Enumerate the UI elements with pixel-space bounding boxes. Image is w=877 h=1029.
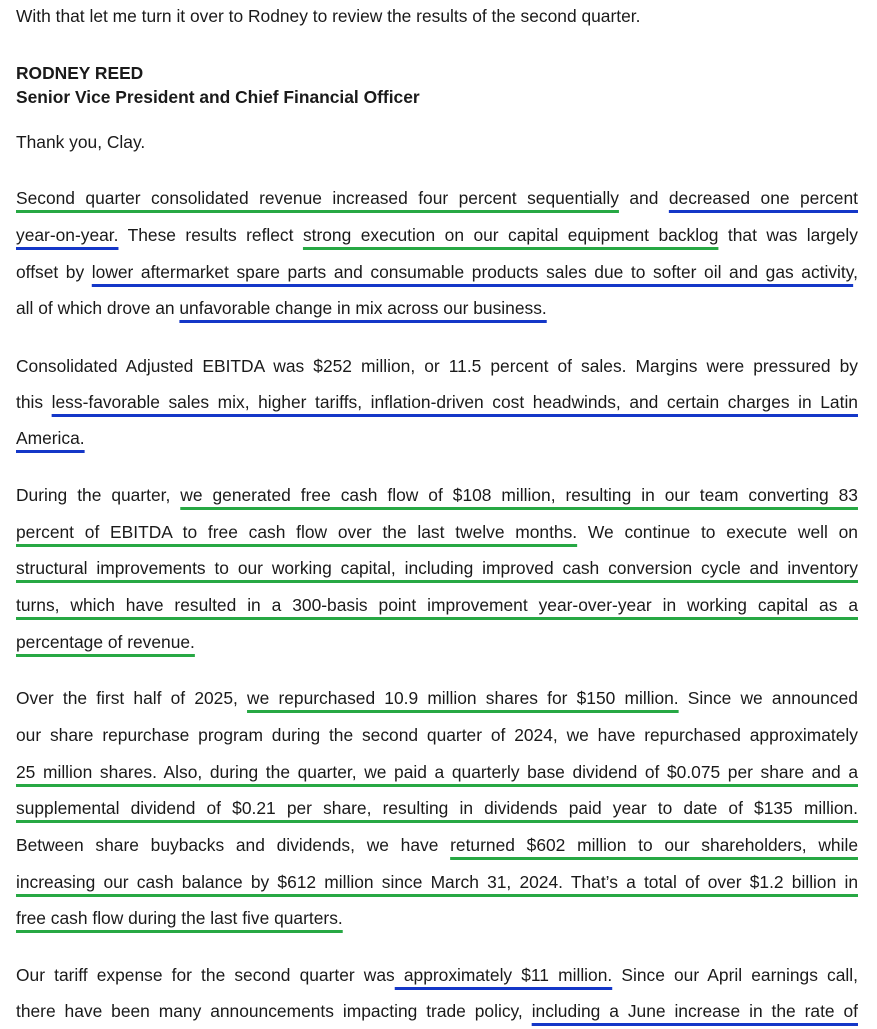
p2-line-3 <box>16 426 858 450</box>
greeting: Thank you, Clay. <box>16 132 146 152</box>
p3-line-2 <box>16 520 858 544</box>
p4-line-4 <box>16 796 858 820</box>
p3-line-4 <box>16 593 858 617</box>
speaker-name: RODNEY REED <box>16 63 144 83</box>
text-span: and <box>629 188 659 208</box>
text-span: Over the first half of 2025, <box>16 688 238 708</box>
p4-line-7 <box>16 906 858 930</box>
highlight-green: structural improvements to our working capital, including improved cash conversion cycle and inventory <box>16 558 858 578</box>
p3-line-5 <box>16 630 858 654</box>
highlight-green: strong execution on our capital equipment backlog <box>302 225 719 245</box>
highlight-green: supplemental dividend of $0.21 per share, resulting in dividends paid year to date of $135 million. <box>16 798 858 818</box>
text-span: all of which drove an <box>16 298 175 318</box>
highlight-blue: less-favorable sales mix, higher tariffs, inflation-driven cost headwinds, and certain charges in Latin <box>51 392 858 412</box>
text-span: These results reflect <box>118 225 294 245</box>
text-span: there have been many announcements impacting trade policy, <box>16 1001 523 1021</box>
text-span: We continue to execute well on <box>587 522 858 542</box>
text-span: that was largely <box>727 225 858 245</box>
text-span: During the quarter, <box>16 485 171 505</box>
highlight-blue: including a June increase in the rate of <box>531 1001 858 1021</box>
text-span: this <box>16 392 44 412</box>
p1-line-1 <box>16 186 858 210</box>
highlight-green: percent of EBITDA to free cash flow over the last twelve months. <box>16 522 578 542</box>
highlight-green: Second quarter consolidated revenue increased four percent sequentially <box>16 188 619 208</box>
p2-line-2 <box>16 390 858 414</box>
p4-line-6 <box>16 870 858 894</box>
highlight-green: percentage of revenue. <box>16 632 195 652</box>
highlight-green: turns, which have resulted in a 300-basis point improvement year-over-year in working capital as a <box>16 595 858 615</box>
intro-line: With that let me turn it over to Rodney to review the results of the second quarter. <box>16 6 641 26</box>
text-span: Our tariff expense for the second quarter was <box>16 965 395 985</box>
p3-line-1 <box>16 483 858 507</box>
highlight-green: free cash flow during the last five quarters. <box>16 908 343 928</box>
p5-line-1 <box>16 963 858 987</box>
highlight-blue: America. <box>16 428 85 448</box>
p4-line-3 <box>16 760 858 784</box>
highlight-green: 25 million shares. Also, during the quarter, we paid a quarterly base dividend of $0.075 per share and a <box>16 762 858 782</box>
p1-line-3 <box>16 260 858 284</box>
text-span: Between share buybacks and dividends, we have <box>16 835 439 855</box>
highlight-green: returned $602 million to our shareholders, while <box>450 835 858 855</box>
highlight-blue: approximately $11 million. <box>394 965 613 985</box>
speaker-title: Senior Vice President and Chief Financial Officer <box>16 87 420 107</box>
highlight-blue: decreased one percent <box>668 188 858 208</box>
p4-line-5 <box>16 833 858 857</box>
text-span: Since our April earnings call, <box>612 965 858 985</box>
p4-line-2: our share repurchase program during the second quarter of 2024, we have repurchased approximately <box>16 725 858 745</box>
p2-line-1: Consolidated Adjusted EBITDA was $252 million, or 11.5 percent of sales. Margins were pressured by <box>16 356 858 376</box>
text-span: offset by <box>16 262 85 282</box>
highlight-blue: lower aftermarket spare parts and consumable products sales due to softer oil and gas activity <box>91 262 854 282</box>
highlight-green: we repurchased 10.9 million shares for $150 million. <box>247 688 679 708</box>
p4-line-1 <box>16 686 858 710</box>
highlight-blue: unfavorable change in mix across our business. <box>179 298 547 318</box>
p1-line-4 <box>16 296 858 320</box>
text-span: Since we announced <box>678 688 858 708</box>
highlight-green: we generated free cash flow of $108 million, resulting in our team converting 83 <box>180 485 858 505</box>
p1-line-2 <box>16 223 858 247</box>
text-span: , <box>853 262 858 282</box>
highlight-green: increasing our cash balance by $612 million since March 31, 2024. That’s a total of over $1.2 billion in <box>16 872 858 892</box>
highlight-blue: year-on-year. <box>16 225 119 245</box>
p3-line-3 <box>16 556 858 580</box>
p5-line-2 <box>16 999 858 1023</box>
